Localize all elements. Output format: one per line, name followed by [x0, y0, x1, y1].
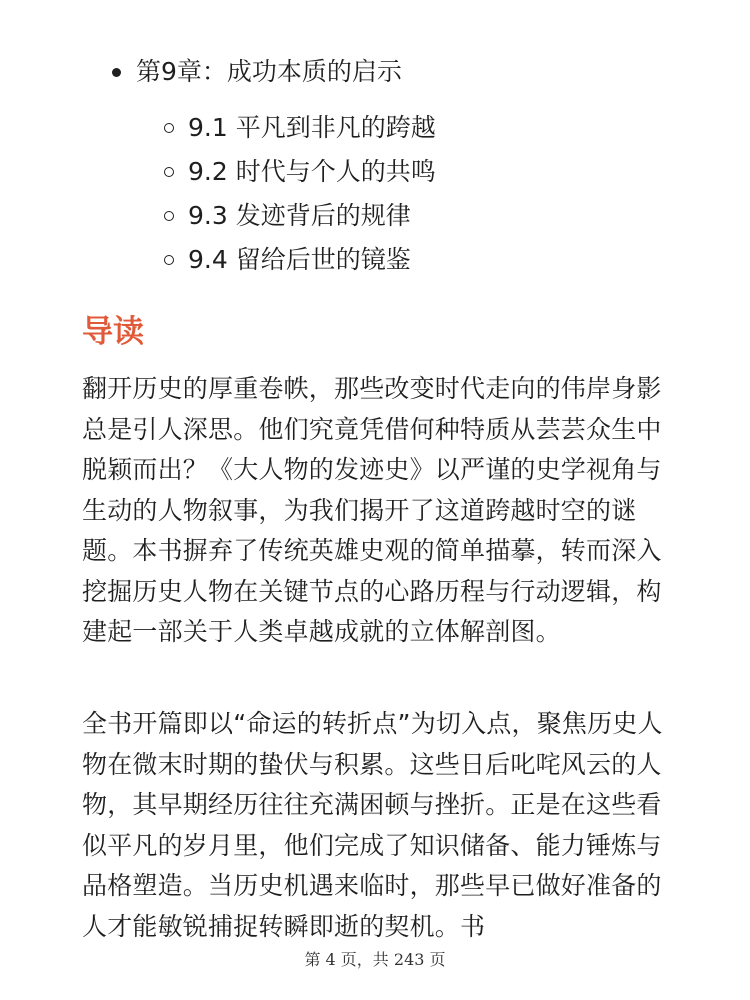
section-list-item	[164, 196, 411, 236]
section-title: 9.1 平凡到非凡的跨越	[188, 113, 436, 142]
bullet-circle-icon	[164, 211, 174, 221]
intro-heading: 导读	[82, 314, 144, 350]
bullet-circle-icon	[164, 255, 174, 265]
section-list-item	[164, 108, 436, 148]
section-title: 9.3 发迹背后的规律	[188, 201, 411, 230]
bullet-circle-icon	[164, 123, 174, 133]
chapter-list-item	[112, 52, 402, 92]
bullet-circle-icon	[164, 167, 174, 177]
section-list-item	[164, 240, 411, 280]
bullet-dot-icon	[112, 68, 121, 77]
section-list-item	[164, 152, 436, 192]
intro-paragraph: 全书开篇即以“命运的转折点”为切入点，聚焦历史人物在微末时期的蛰伏与积累。这些日后叱咤风云的人物，其早期经历往往充满困顿与挫折。正是在这些看似平凡的岁月里，他们完成了知识储备、能力锤炼与品格塑造。当历史机遇来临时，那些早已做好准备的人才能敏锐捕捉转瞬即逝的契机。书	[82, 709, 663, 941]
intro-paragraph: 翻开历史的厚重卷帙，那些改变时代走向的伟岸身影总是引人深思。他们究竟凭借何种特质从芸芸众生中脱颖而出？《大人物的发迹史》以严谨的史学视角与生动的人物叙事，为我们揭开了这道跨越时空的谜题。本书摒弃了传统英雄史观的简单描摹，转而深入挖掘历史人物在关键节点的心路历程与行动逻辑，构建起一部关于人类卓越成就的立体解剖图。	[82, 374, 662, 646]
section-title: 9.4 留给后世的镜鉴	[188, 245, 411, 274]
chapter-title: 第9章：成功本质的启示	[136, 57, 402, 86]
section-title: 9.2 时代与个人的共鸣	[188, 157, 436, 186]
page-number-footer: 第 4 页，共 243 页	[304, 950, 446, 969]
